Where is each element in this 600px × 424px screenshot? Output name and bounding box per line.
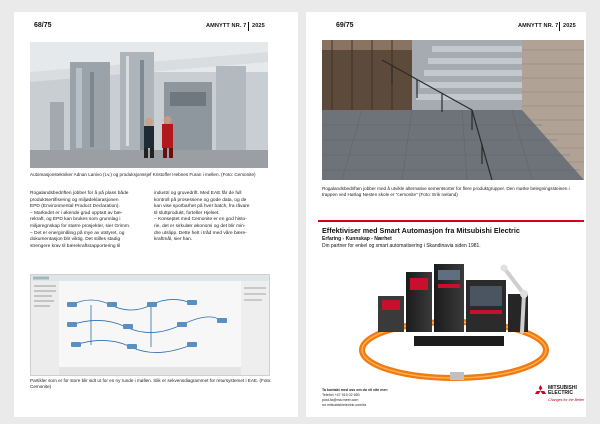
text-line: kan vise sporbarhet på hver batch, fra råvare: [154, 204, 250, 210]
body-column-1: [30, 191, 130, 250]
ad-title: Effektiviser med Smart Automasjon fra Mitsubishi Electric: [322, 226, 520, 235]
text-line: strengere krav til bærekraftsrapportering til: [30, 243, 121, 249]
ad-subtitle: Erfaring - Kunnskap - Nærhet: [322, 236, 392, 242]
text-line: produktsertifisering og miljødeklarasjonen: [30, 197, 119, 203]
contact-heading: Ta kontakt med oss om du vil vite mer:: [322, 388, 389, 392]
page-number: 68/75: [34, 22, 52, 29]
factory-photo-caption: Automasjonstekniker Adnan Lanivo (t.v.) og produksjonssjef Kristoffer Hebnes Furan i mellen. (Foto: Cemonite): [30, 172, 256, 177]
text-line: miljøregnskap for større prosjekter, sier Grimm.: [30, 223, 131, 229]
text-line: rie, det er sirkulær økonomi og det blir min-: [154, 223, 246, 229]
text-line: – Markedet er i økende grad opptatt av bæ-: [30, 210, 123, 216]
ad-tagline: Din partner for enkel og smart automatisering i Skandinavia siden 1981.: [322, 243, 481, 249]
automation-products-illustration: [354, 254, 554, 386]
logo-tagline: Changes for the Better: [548, 398, 585, 402]
magazine-name: AMNYTT NR. 7: [518, 23, 559, 29]
ad-contact-block: [322, 388, 388, 408]
contact-phone[interactable]: Telefon +47 915 02 650: [322, 393, 360, 397]
text-line: kraftmål, sier han.: [154, 237, 193, 243]
mitsubishi-electric-logo: [532, 382, 586, 412]
right-page-header: [322, 22, 578, 34]
text-line: til sluttprodukt, forteller Hjelset.: [154, 210, 220, 216]
magazine-year: 2025: [563, 23, 576, 29]
contact-website[interactable]: no.mitsubishielectric.com/fa: [322, 403, 367, 407]
contact-email[interactable]: post-fa@ma.meer.com: [322, 398, 359, 402]
header-divider: [559, 22, 560, 31]
text-line: dre utslipp. Dette helt i tråd med våre bære-: [154, 230, 247, 236]
right-page: [306, 12, 586, 417]
text-line: EPD (Environmental Product Declaration).: [30, 204, 120, 210]
text-line: Rogalandsbedriften jobber for å på plass både: [30, 191, 129, 196]
three-diamonds-icon: [534, 385, 547, 397]
magazine-year: 2025: [252, 23, 265, 29]
screenshot-caption: Partikler som er for store blir sidt ut for en ny runde i møllen. Slik er sekvensdiagrammet for retursystemet i EAE. (Foto: Cemonite): [30, 378, 272, 389]
text-line: industri og gruvedrift. Med EAE får de full: [154, 191, 242, 196]
ad-top-rule: [318, 220, 584, 222]
header-divider: [248, 22, 249, 31]
body-column-2: [154, 191, 249, 244]
stairs-photo-caption: Rogalandsbedriften jobber med å utvikle alternative sementsorter for flere produktgrupper. Den mørke belegningssteinen i trappen ved Hørlag Nesten skole er "cemonite" (Foto: Erik Iveland): [322, 186, 570, 197]
text-line: kontroll på prosessene og gode data, og de: [154, 197, 247, 203]
stairs-photo: [322, 40, 584, 180]
text-line: – Konseptet med Cemonite er en god histo-: [154, 217, 247, 223]
page-number: 69/75: [336, 22, 354, 29]
text-line: dokumentasjon blir viktig. Det stilles stadig: [30, 237, 121, 243]
text-line: – Det er energimåling på mye av utstyret, og: [30, 230, 125, 236]
logo-wordmark: MITSUBISHI ELECTRIC: [548, 385, 577, 396]
sequence-diagram-screenshot: [30, 274, 270, 376]
mitsubishi-advertisement[interactable]: [318, 220, 584, 416]
left-page-header: [30, 22, 270, 34]
left-page: [14, 12, 298, 417]
factory-photo: [30, 42, 268, 168]
magazine-name: AMNYTT NR. 7: [206, 23, 247, 29]
text-line: rekraft, og EPD kan brukes som grunnlag i: [30, 217, 121, 223]
